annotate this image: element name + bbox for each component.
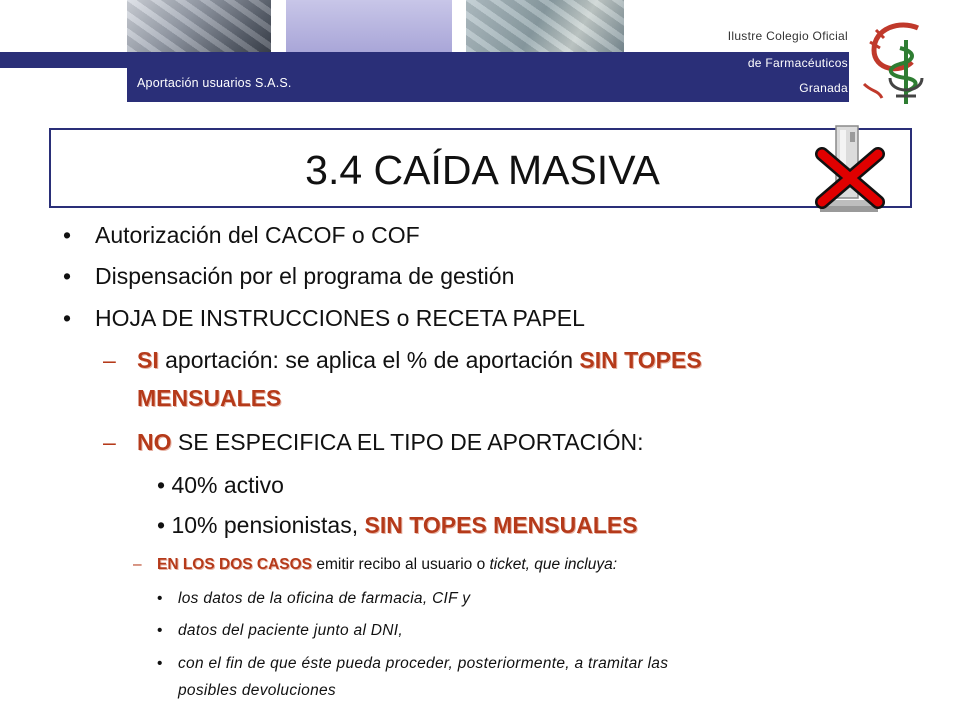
header-photo-left [127, 0, 271, 52]
org-name-line2: de Farmacéuticos [747, 56, 848, 70]
org-name-line3: Granada [799, 81, 848, 95]
header-subtitle: Aportación usuarios S.A.S. [137, 76, 292, 90]
dash-marker: – [133, 556, 142, 573]
pharmacy-logo-icon [860, 18, 940, 110]
dash-marker: – [103, 347, 116, 373]
header-bar-stub [0, 52, 127, 68]
dash-marker: – [103, 429, 116, 455]
pensionistas-emphasis: SIN TOPES MENSUALES [364, 512, 638, 538]
casos-label: EN LOS DOS CASOS [157, 556, 313, 573]
bullet-dot: • [63, 222, 72, 248]
item-pensionistas: • 10% pensionistas, SIN TOPES MENSUALES [157, 512, 638, 538]
item-activo: • 40% activo [157, 472, 284, 498]
bullet-dot: • [157, 622, 163, 639]
bullet-dot: • [157, 590, 163, 607]
sin-topes-emphasis: SIN TOPES [579, 347, 702, 373]
bullet-dot: • [63, 305, 72, 331]
header-photo-right [466, 0, 624, 52]
bullet-dot: • [157, 655, 163, 672]
bullet-dot: • [63, 263, 72, 289]
title-box [49, 128, 912, 208]
no-label: NO [137, 429, 172, 455]
header-photo-center [286, 0, 452, 52]
org-name-line1: Ilustre Colegio Oficial [727, 29, 848, 43]
slide-title: 3.4 CAÍDA MASIVA [305, 147, 660, 193]
mensuales-emphasis: MENSUALES [137, 385, 282, 411]
server-icon [814, 122, 888, 218]
si-label: SI [137, 347, 159, 373]
